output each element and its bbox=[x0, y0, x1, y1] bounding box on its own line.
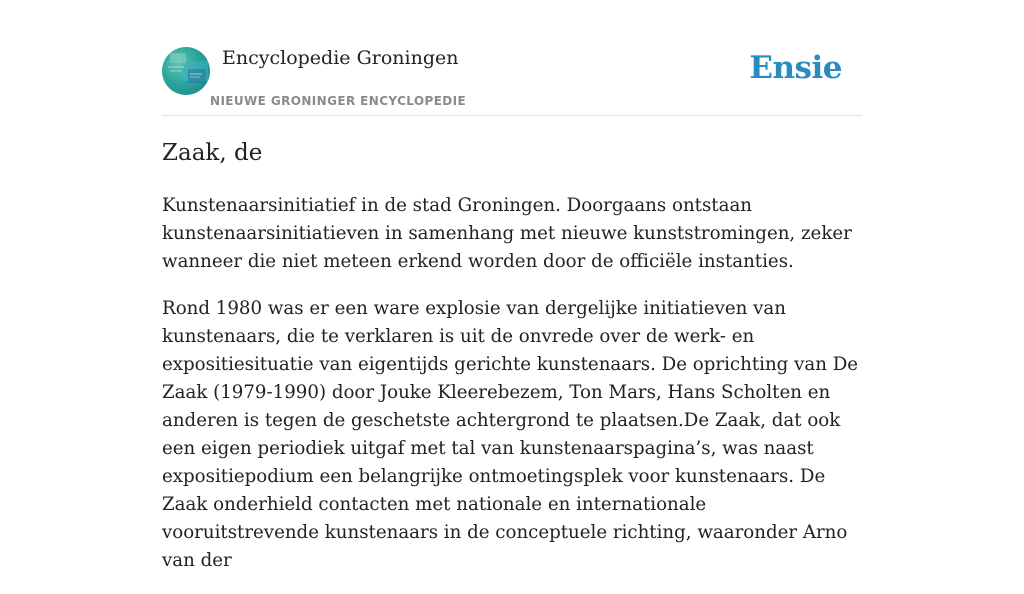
brand-logo[interactable]: Ensie bbox=[749, 50, 842, 86]
article-paragraph: Kunstenaarsinitiatief in de stad Groningen. Doorgaans ontstaan kunstenaarsinitiatieven in samenhang met nieuwe kunststromingen, zeker wanneer die niet meteen erkend worden door de officiële instanties. bbox=[162, 195, 852, 272]
site-header bbox=[162, 40, 862, 116]
page-title: Zaak, de bbox=[162, 140, 263, 166]
encyclopedia-logo-icon[interactable] bbox=[162, 47, 210, 95]
article-body bbox=[162, 192, 862, 594]
source-subtitle: NIEUWE GRONINGER ENCYCLOPEDIE bbox=[210, 94, 467, 108]
source-title[interactable]: Encyclopedie Groningen bbox=[222, 47, 459, 69]
article-paragraph: Rond 1980 was er een ware explosie van dergelijke initiatieven van kunstenaars, die te verklaren is uit de onvrede over de werk- en expositiesituatie van eigentijds gerichte kunstenaars. De oprichting van De Zaak (1979-1990) door Jouke Kleerebezem, Ton Mars, Hans Scholten en anderen is tegen de geschetste achtergrond te plaatsen.De Zaak, dat ook een eigen periodiek uitgaf met tal van kunstenaarspagina’s, was naast expositiepodium een belangrijke ontmoetingsplek voor kunstenaars. De Zaak onderhield contacten met nationale en internationale vooruitstrevende kunstenaars in de conceptuele richting, waaronder Arno van der bbox=[162, 298, 859, 571]
